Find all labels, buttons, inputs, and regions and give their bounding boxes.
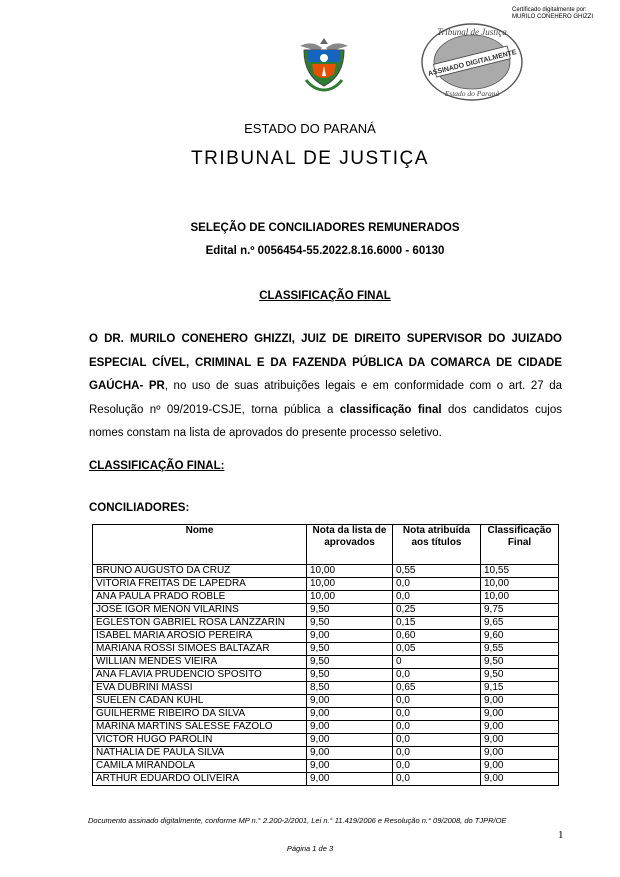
cell-name: ARTHUR EDUARDO OLIVEIRA (93, 773, 307, 786)
signature-footer: Documento assinado digitalmente, conforme MP n.° 2.200-2/2001, Lei n.° 11.419/2006 e Resolução n.° 09/2008, do TJPR/OE (88, 816, 507, 825)
table-row (93, 656, 559, 669)
cell-list-score: 9,00 (307, 695, 393, 708)
cell-list-score: 9,50 (307, 643, 393, 656)
cell-name: SUELEN CADAN KÜHL (93, 695, 307, 708)
cell-name: ISABEL MARIA AROSIO PEREIRA (93, 630, 307, 643)
paragraph-bold-mid: classificação final (339, 403, 442, 416)
edital-number: Edital n.º 0056454-55.2022.8.16.6000 - 60130 (205, 245, 445, 257)
cell-final: 9,55 (481, 643, 559, 656)
digital-signature-seal (420, 22, 524, 102)
table-row (93, 604, 559, 617)
cell-name: VITÓRIA FREITAS DE LAPEDRA (93, 578, 307, 591)
seal-band-text: ASSINADO DIGITALMENTE (427, 49, 518, 78)
cell-final: 9,00 (481, 695, 559, 708)
cell-list-score: 9,50 (307, 656, 393, 669)
conciliators-heading: CONCILIADORES: (89, 502, 190, 514)
cell-final: 9,00 (481, 721, 559, 734)
page-number: 1 (558, 829, 564, 841)
cell-name: ANA PAULA PRADO ROBLE (93, 591, 307, 604)
table-row (93, 721, 559, 734)
judge-intro: O DR. MURILO CONEHERO GHIZZI, JUIZ DE DIREITO SUPERVISOR DO JUIZADO ESPECIAL CÍVEL, CRIMINAL E DA FAZENDA PÚBLICA DA COMARCA DE CIDADE GAÚCHA- PR (89, 333, 562, 392)
cell-final: 9,60 (481, 630, 559, 643)
table-row (93, 617, 559, 630)
header-title-score: Nota atribuída aos títulos (393, 525, 481, 565)
cell-name: EVA DUBRINI MASSI (93, 682, 307, 695)
cell-final: 9,00 (481, 708, 559, 721)
cell-final: 10,00 (481, 578, 559, 591)
cell-name: VICTOR HUGO PAROLIN (93, 734, 307, 747)
table-row (93, 630, 559, 643)
seal-top-text: Tribunal de Justiça (437, 27, 507, 37)
cell-title-score: 0,0 (393, 721, 481, 734)
table-row (93, 695, 559, 708)
classification-title: CLASSIFICAÇÃO FINAL (259, 290, 391, 302)
cell-title-score: 0,0 (393, 591, 481, 604)
table-row (93, 591, 559, 604)
cell-list-score: 9,50 (307, 669, 393, 682)
cell-title-score: 0,0 (393, 669, 481, 682)
cell-title-score: 0,60 (393, 630, 481, 643)
classification-table (92, 524, 559, 786)
announcement-paragraph (89, 328, 562, 446)
cell-list-score: 10,00 (307, 591, 393, 604)
table-row (93, 773, 559, 786)
certificate-signer: MURILO CONEHERO GHIZZI (512, 14, 594, 20)
paragraph-text-2: dos candidatos cujos nomes constam na lista de aprovados do presente processo seletivo. (89, 403, 562, 439)
state-heading: ESTADO DO PARANÁ (244, 121, 376, 136)
cell-final: 9,00 (481, 760, 559, 773)
cell-list-score: 9,00 (307, 734, 393, 747)
cell-title-score: 0,0 (393, 747, 481, 760)
certificate-line-1: Certificado digitalmente por: (512, 7, 587, 13)
table-row (93, 682, 559, 695)
cell-title-score: 0,0 (393, 773, 481, 786)
cell-title-score: 0,0 (393, 708, 481, 721)
cell-name: ANA FLAVIA PRUDENCIO SPOSITO (93, 669, 307, 682)
cell-name: MARIANA ROSSI SIMÕES BALTAZAR (93, 643, 307, 656)
cell-name: BRUNO AUGUSTO DA CRUZ (93, 565, 307, 578)
cell-name: NATHALIA DE PAULA SILVA (93, 747, 307, 760)
cell-list-score: 8,50 (307, 682, 393, 695)
cell-name: JOSÉ IGOR MENON VILARINS (93, 604, 307, 617)
pagination: Página 1 de 3 (286, 844, 334, 853)
court-heading: TRIBUNAL DE JUSTIÇA (191, 148, 429, 169)
cell-final: 9,15 (481, 682, 559, 695)
selection-title: SELEÇÃO DE CONCILIADORES REMUNERADOS (190, 222, 460, 234)
cell-final: 9,75 (481, 604, 559, 617)
table-row (93, 734, 559, 747)
cell-list-score: 9,50 (307, 604, 393, 617)
table-row (93, 747, 559, 760)
table-header-row (93, 525, 559, 565)
cell-name: EGLESTON GABRIEL ROSA LANZZARIN (93, 617, 307, 630)
cell-list-score: 9,00 (307, 760, 393, 773)
table-row (93, 669, 559, 682)
cell-name: WILLIAN MENDES VIEIRA (93, 656, 307, 669)
cell-list-score: 9,00 (307, 747, 393, 760)
cell-list-score: 10,00 (307, 578, 393, 591)
table-row (93, 760, 559, 773)
table-row (93, 578, 559, 591)
certificate-note (512, 7, 602, 21)
cell-title-score: 0,0 (393, 695, 481, 708)
header-name: Nome (93, 525, 307, 565)
cell-list-score: 9,00 (307, 708, 393, 721)
cell-title-score: 0,55 (393, 565, 481, 578)
cell-name: GUILHERME RIBEIRO DA SILVA (93, 708, 307, 721)
cell-final: 10,55 (481, 565, 559, 578)
cell-list-score: 9,50 (307, 617, 393, 630)
cell-list-score: 10,00 (307, 565, 393, 578)
header-final-classification: Classificação Final (481, 525, 559, 565)
cell-title-score: 0,25 (393, 604, 481, 617)
table-row (93, 565, 559, 578)
header-list-score: Nota da lista de aprovados (307, 525, 393, 565)
seal-bottom-text: Estado do Paraná (444, 89, 500, 98)
cell-final: 9,65 (481, 617, 559, 630)
table-row (93, 708, 559, 721)
paragraph-text-1: , no uso de suas atribuições legais e em conformidade com o art. 27 da Resolução nº 09/2019-CSJE, torna pública a (89, 380, 562, 416)
cell-final: 9,00 (481, 747, 559, 760)
cell-title-score: 0,05 (393, 643, 481, 656)
parana-coat-of-arms-icon (296, 36, 352, 92)
cell-title-score: 0,65 (393, 682, 481, 695)
cell-name: CAMILA MIRANDOLA (93, 760, 307, 773)
cell-final: 9,00 (481, 734, 559, 747)
cell-list-score: 9,00 (307, 773, 393, 786)
cell-title-score: 0,0 (393, 760, 481, 773)
cell-final: 10,00 (481, 591, 559, 604)
cell-title-score: 0,15 (393, 617, 481, 630)
cell-list-score: 9,00 (307, 630, 393, 643)
cell-title-score: 0,0 (393, 578, 481, 591)
cell-final: 9,00 (481, 773, 559, 786)
cell-title-score: 0 (393, 656, 481, 669)
table-row (93, 643, 559, 656)
cell-name: MARINA MARTINS SALESSE FAZOLO (93, 721, 307, 734)
cell-list-score: 9,00 (307, 721, 393, 734)
cell-title-score: 0,0 (393, 734, 481, 747)
cell-final: 9,50 (481, 656, 559, 669)
final-classification-heading: CLASSIFICAÇÃO FINAL: (89, 460, 225, 472)
cell-final: 9,50 (481, 669, 559, 682)
